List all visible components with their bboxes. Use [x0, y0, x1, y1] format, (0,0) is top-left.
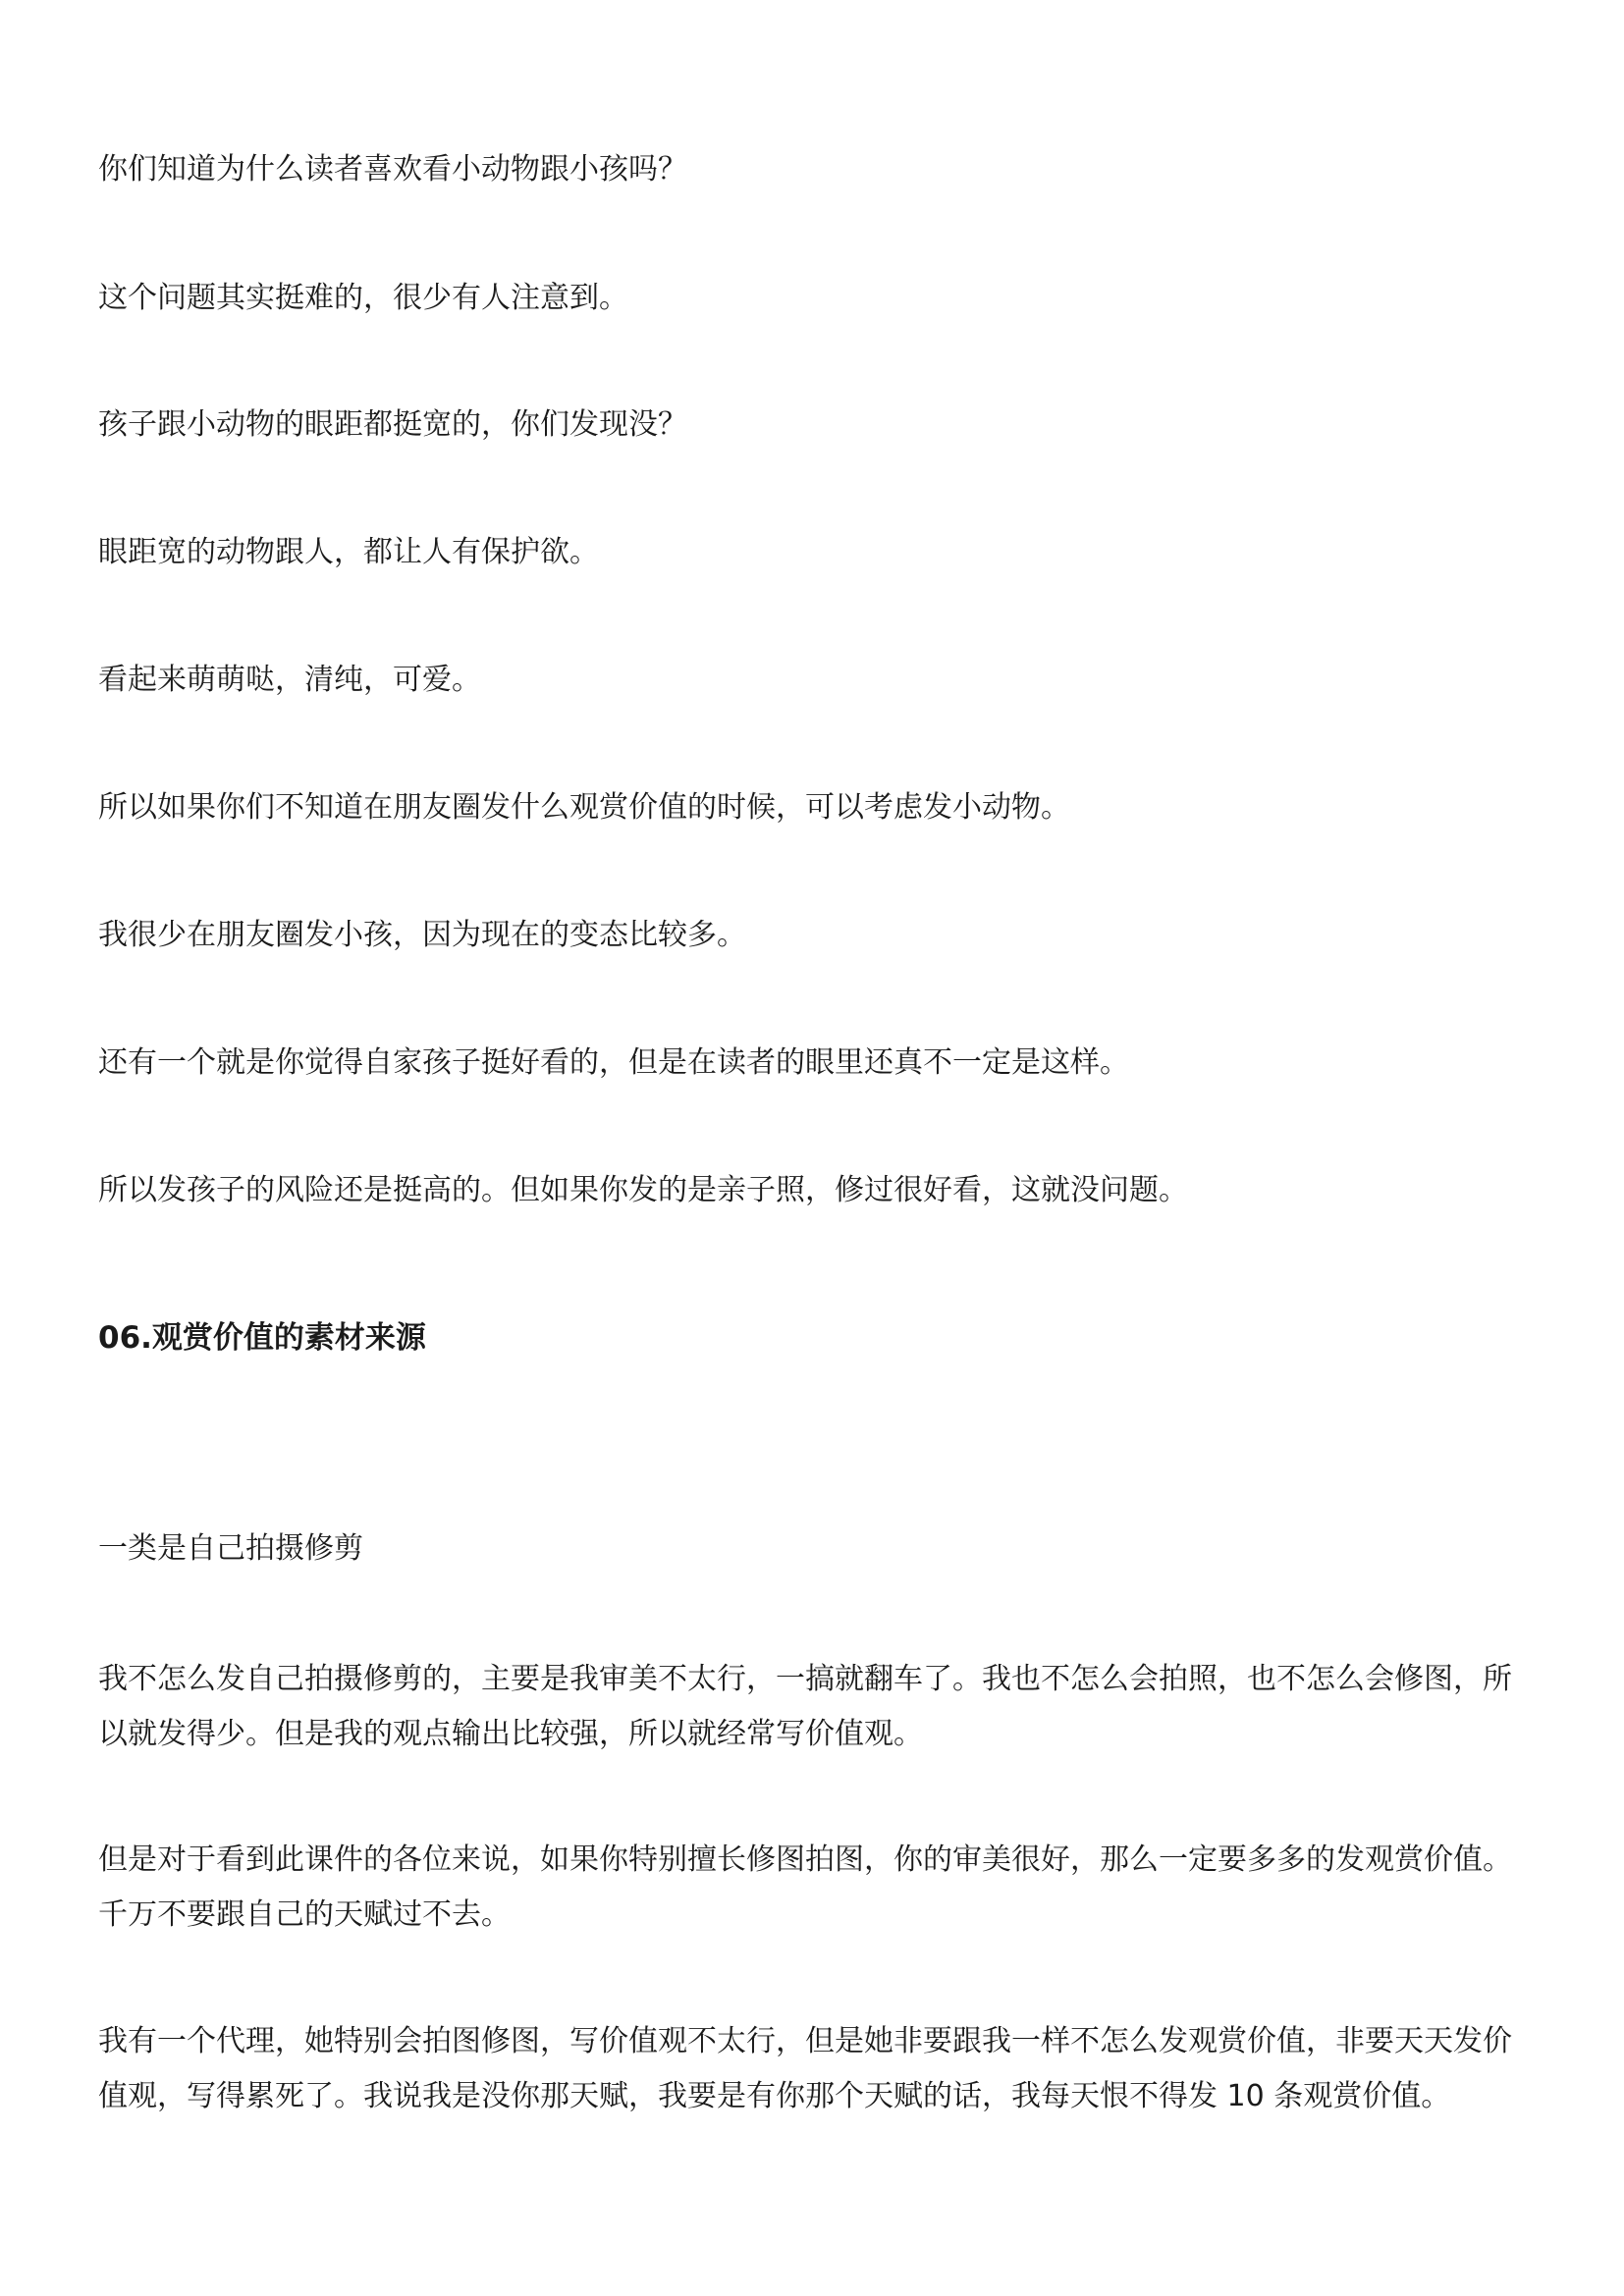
- subsection-title: 一类是自己拍摄修剪: [98, 1531, 363, 1566]
- body-paragraph-2: 但是对于看到此课件的各位来说，如果你特别擅长修图拍图，你的审美很好，那么一定要多多的发观赏价值。千万不要跟自己的天赋过不去。: [98, 1842, 1512, 1932]
- paragraph-6: 所以如果你们不知道在朋友圈发什么观赏价值的时候，可以考虑发小动物。: [98, 790, 1070, 825]
- paragraph-2: 这个问题其实挺难的，很少有人注意到。: [98, 281, 628, 315]
- paragraph-1: 你们知道为什么读者喜欢看小动物跟小孩吗？: [98, 152, 687, 187]
- paragraph-4: 眼距宽的动物跟人，都让人有保护欲。: [98, 535, 599, 569]
- paragraph-8: 还有一个就是你觉得自家孩子挺好看的，但是在读者的眼里还真不一定是这样。: [98, 1045, 1129, 1080]
- paragraph-5: 看起来萌萌哒，清纯，可爱。: [98, 663, 481, 697]
- paragraph-3: 孩子跟小动物的眼距都挺宽的，你们发现没？: [98, 407, 687, 442]
- paragraph-7: 我很少在朋友圈发小孩，因为现在的变态比较多。: [98, 918, 746, 952]
- paragraph-9: 所以发孩子的风险还是挺高的。但如果你发的是亲子照，修过很好看，这就没问题。: [98, 1173, 1188, 1207]
- body-paragraph-3: 我有一个代理，她特别会拍图修图，写价值观不太行，但是她非要跟我一样不怎么发观赏价值，非要天天发价值观，写得累死了。我说我是没你那天赋，我要是有你那个天赋的话，我每天恨不得发 10 条观赏价值。: [98, 2024, 1512, 2113]
- body-paragraph-1: 我不怎么发自己拍摄修剪的，主要是我审美不太行，一搞就翻车了。我也不怎么会拍照，也不怎么会修图，所以就发得少。但是我的观点输出比较强，所以就经常写价值观。: [98, 1662, 1512, 1751]
- section-heading: 06.观赏价值的素材来源: [98, 1320, 426, 1356]
